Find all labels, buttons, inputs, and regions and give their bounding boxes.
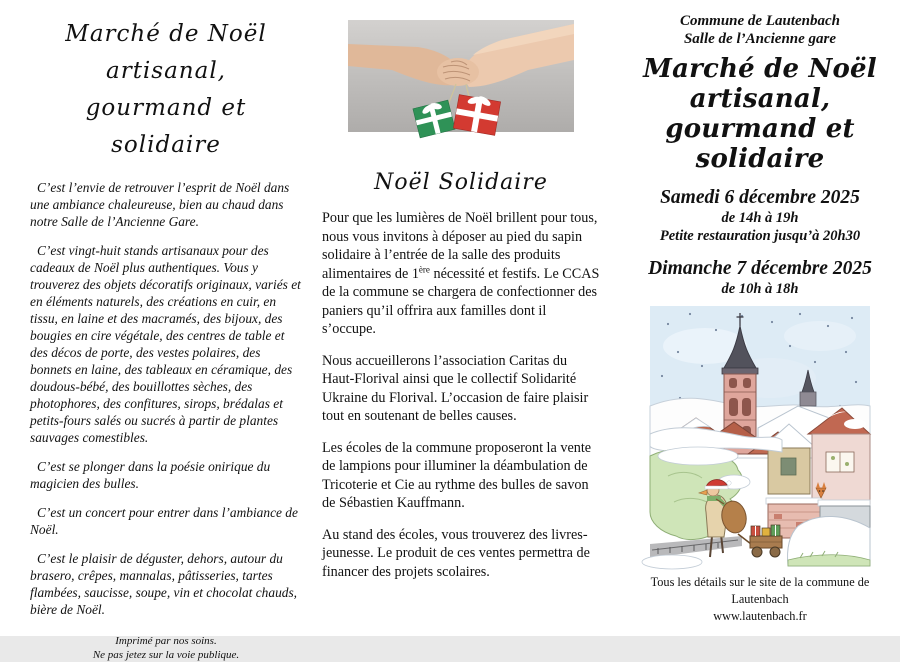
saturday-date: Samedi 6 décembre 2025 xyxy=(660,187,860,208)
event-title-line3: gourmand et xyxy=(665,114,855,144)
event-title-line1: Marché de Noël xyxy=(643,54,877,84)
venue-name: Salle de l’Ancienne gare xyxy=(683,31,837,47)
middle-p1-superscript: ère xyxy=(418,263,430,274)
left-paragraph-4: C’est un concert pour entrer dans l’ambiance de Noël. xyxy=(30,505,298,537)
snowy-village-illustration-art xyxy=(649,306,871,566)
left-paragraph-1: C’est l’envie de retrouver l’esprit de Noël dans une ambiance chaleureuse, bien au chaud dans notre Salle de l’Ancienne Gare. xyxy=(30,180,290,229)
left-panel-title xyxy=(30,16,302,164)
middle-paragraph-3: Les écoles de la commune proposeront la vente de lampions pour illuminer la déambulation de Tricoterie et Cie au rythme des bulles de savon de Sébastien Kauffmann. xyxy=(322,439,592,511)
left-panel xyxy=(30,16,302,662)
middle-paragraph-2: Nous accueillerons l’association Caritas du Haut-Florival ainsi que le collectif Solidarité Ukraine du Florival. L’occasion de faire plaisir tout en soutenant de belles causes. xyxy=(322,352,589,424)
saturday-note: Petite restauration jusqu’à 20h30 xyxy=(659,228,861,244)
commune-name: Commune de Lautenbach xyxy=(679,13,840,29)
middle-panel xyxy=(322,18,600,581)
middle-p1-text-end: nécessité et festifs. Le CCAS de la commune se chargera de confectionner des paniers qu’il offrira aux familles dont il s’occupe. xyxy=(322,265,600,337)
middle-panel-title: Noël Solidaire xyxy=(374,170,548,195)
commune-header xyxy=(624,12,896,48)
handshake-gifts-photo-art xyxy=(348,20,574,132)
right-panel xyxy=(624,12,896,625)
sunday-hours: de 10h à 18h xyxy=(721,281,799,297)
left-title-line1: Marché de Noël artisanal, xyxy=(65,21,267,84)
handshake-gifts-photo xyxy=(348,20,574,132)
left-paragraph-2: C’est vingt-huit stands artisanaux pour des cadeaux de Noël plus authentiques. Vous y trouverez des objets décoratifs originaux, variés et en éléments naturels, des créations en cuir, en tissu, en laine et des macramés, des bijoux, des bougies en cire végétale, des centres de table et des décos de porte, des vestes polaires, des bonnets en laine, des tableaux en céramique, des doudous-bébé, des bouillottes sèches, des photophores, des confitures, sirops, brédalas et petits-fours salés ou sucrés à partir de plantes sauvages comestibles. xyxy=(30,243,301,445)
website-footer-text: Tous les détails sur le site de la commune de Lautenbach xyxy=(650,575,870,606)
event-title-line2: artisanal, xyxy=(689,84,831,114)
website-url: www.lautenbach.fr xyxy=(713,609,807,623)
middle-paragraph-4: Au stand des écoles, vous trouverez des livres-jeunesse. Le produit de ces ventes permettra de financer des projets scolaires. xyxy=(322,526,590,580)
saturday-hours: de 14h à 19h xyxy=(721,210,799,226)
left-paragraph-5: C’est le plaisir de déguster, dehors, autour du brasero, crêpes, mannalas, pâtisseries, tartes flambées, saucisse, soupe, vin et chocolat chauds, bière de Noël. xyxy=(30,551,298,617)
print-notice-line2: Ne pas jetez sur la voie publique. xyxy=(92,649,240,661)
print-notice-line1: Imprimé par nos soins. xyxy=(115,635,217,647)
print-notice xyxy=(30,634,302,662)
event-title xyxy=(624,54,896,174)
event-title-line4: solidaire xyxy=(695,144,825,174)
sunday-date: Dimanche 7 décembre 2025 xyxy=(648,258,872,279)
snowy-village-church-illustration xyxy=(649,306,871,566)
middle-paragraph-1 xyxy=(322,209,600,339)
left-paragraph-3: C’est se plonger dans la poésie onirique du magicien des bulles. xyxy=(30,459,271,491)
left-title-line2: gourmand et solidaire xyxy=(85,95,247,158)
middle-p1-text: Pour que les lumières de Noël brillent pour tous, nous vous invitons à déposer au pied du sapin solidaire à l’entrée de la salle des produits alimentaires de 1 xyxy=(322,210,598,282)
website-footer xyxy=(624,574,896,625)
